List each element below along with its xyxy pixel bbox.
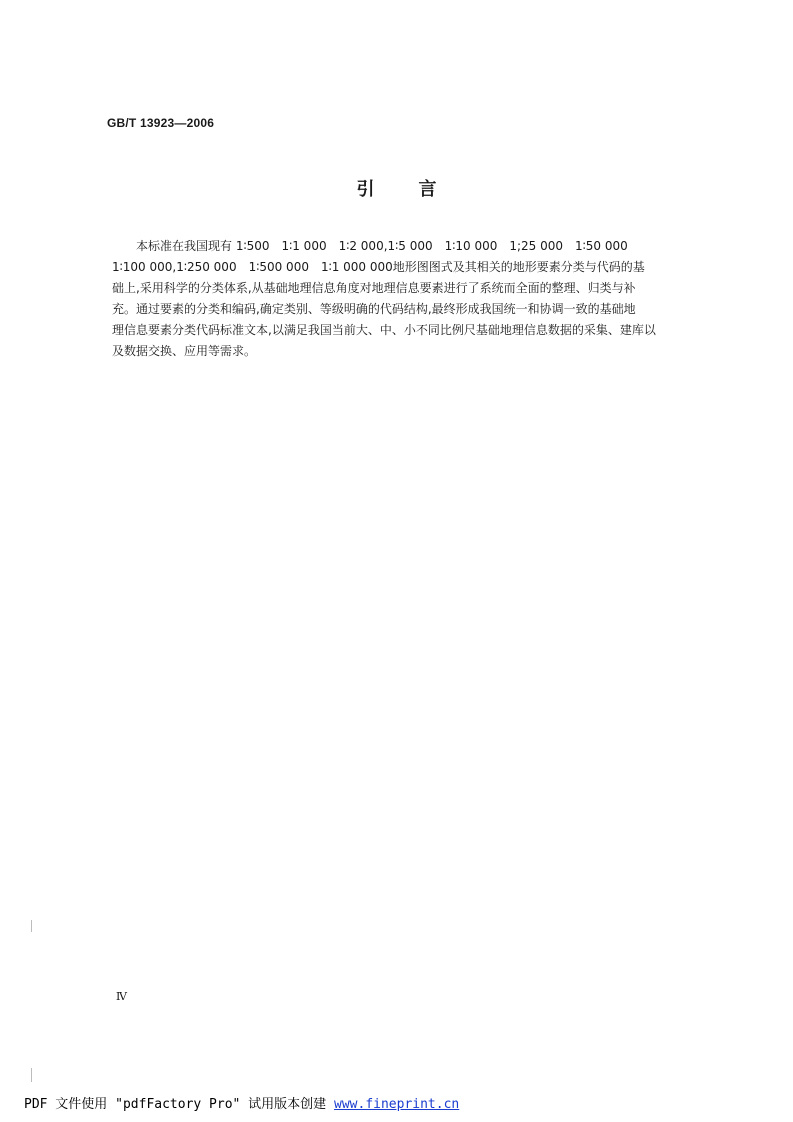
paragraph-line: 1∶100 000,1∶250 000 1∶500 000 1∶1 000 000地形图图式及其相关的地形要素分类与代码的基 (112, 260, 645, 274)
paragraph-line: 及数据交换、应用等需求。 (112, 344, 257, 358)
paragraph-line: 本标准在我国现有 1∶500 1∶1 000 1∶2 000,1∶5 000 1∶10 000 1;25 000 1∶50 000 (136, 239, 628, 253)
standard-number: GB/T 13923—2006 (107, 116, 215, 130)
footer-link[interactable]: www.fineprint.cn (334, 1097, 460, 1112)
scan-artifact (31, 920, 32, 932)
paragraph-line: 充。通过要素的分类和编码,确定类别、等级明确的代码结构,最终形成我国统一和协调一致的基础地 (112, 302, 636, 316)
paragraph-line: 础上,采用科学的分类体系,从基础地理信息角度对地理信息要素进行了系统而全面的整理、归类与补 (112, 281, 636, 295)
body-paragraph (112, 236, 686, 362)
page-title: 引言 (356, 179, 481, 200)
page-number: Ⅳ (116, 990, 127, 1003)
paragraph-line: 理信息要素分类代码标准文本,以满足我国当前大、中、小不同比例尺基础地理信息数据的采集、建库以 (112, 323, 656, 337)
footer-text: PDF 文件使用 "pdfFactory Pro" 试用版本创建 (24, 1097, 335, 1112)
scan-artifact (31, 1068, 32, 1082)
pdf-footer (24, 1093, 459, 1112)
